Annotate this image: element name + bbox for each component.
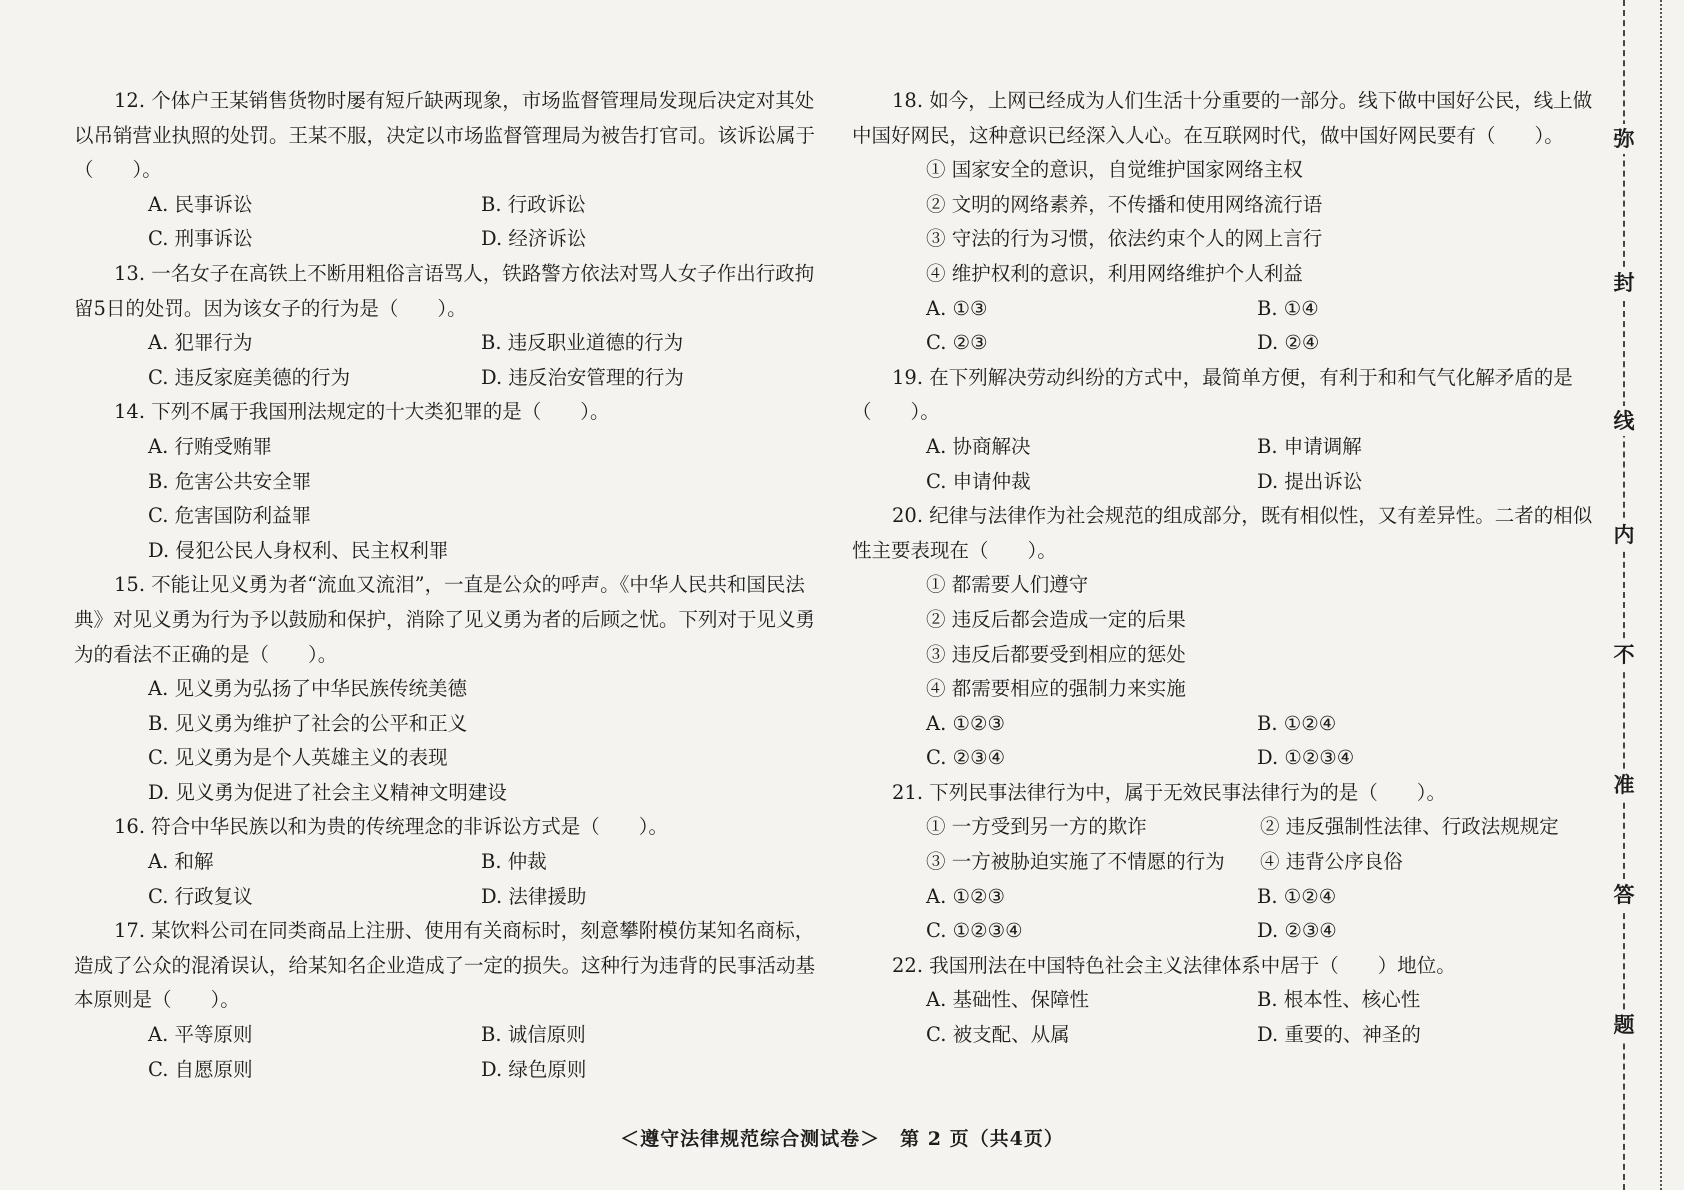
question-text: 12. 个体户王某销售货物时屡有短斤缺两现象，市场监督管理局发现后决定对其处 [114, 89, 815, 112]
statement-1: ① 国家安全的意识，自觉维护国家网络主权 [926, 158, 1303, 182]
question-text: 留5日的处罚。因为该女子的行为是（ ）。 [74, 296, 467, 320]
question-text: （ ）。 [74, 158, 162, 182]
question-15 [74, 568, 814, 810]
question-text: 14. 下列不属于我国刑法规定的十大类犯罪的是（ ）。 [114, 400, 610, 424]
statement-4: ④ 违背公序良俗 [1260, 850, 1403, 874]
option-b: B. ①④ [1257, 296, 1319, 320]
question-21 [852, 776, 1588, 949]
option-d: D. 见义勇为促进了社会主义精神文明建设 [148, 780, 507, 804]
question-text: 21. 下列民事法律行为中，属于无效民事法律行为的是（ ）。 [892, 780, 1446, 804]
statement-1: ① 一方受到另一方的欺诈 [926, 815, 1147, 839]
statement-2: ② 违反强制性法律、行政法规规定 [1260, 815, 1559, 839]
option-a: A. ①②③ [926, 711, 1005, 735]
option-d: D. ②④ [1257, 331, 1320, 355]
option-a: A. 见义勇为弘扬了中华民族传统美德 [148, 677, 467, 701]
question-text: 为的看法不正确的是（ ）。 [74, 642, 338, 666]
question-13 [74, 257, 814, 395]
option-a: A. 协商解决 [926, 434, 1031, 458]
options-row [852, 292, 1588, 327]
question-text: 16. 符合中华民族以和为贵的传统理念的非诉讼方式是（ ）。 [114, 815, 668, 839]
options-row [852, 914, 1588, 949]
option-c: C. 自愿原则 [148, 1057, 253, 1081]
binding-char: 封 [1609, 268, 1639, 298]
option-c: C. 见义勇为是个人英雄主义的表现 [148, 746, 448, 770]
option-a: A. 民事诉讼 [148, 192, 253, 216]
option-b: B. 申请调解 [1257, 434, 1362, 458]
question-18 [852, 84, 1593, 361]
option-a: A. ①③ [926, 296, 988, 320]
options-row [852, 326, 1588, 361]
question-14 [74, 395, 814, 568]
option-b: B. 仲裁 [481, 850, 547, 874]
options-row [852, 707, 1588, 742]
options-row [74, 326, 814, 361]
option-d: D. 法律援助 [481, 884, 587, 908]
option-d: D. 侵犯公民人身权利、民主权利罪 [148, 538, 449, 562]
question-text: 15. 不能让见义勇为者“流血又流泪”，一直是公众的呼声。《中华人民共和国民法 [114, 573, 805, 597]
statement-3: ③ 一方被胁迫实施了不情愿的行为 [926, 850, 1225, 874]
option-b: B. 行政诉讼 [481, 192, 586, 216]
option-a: A. 基础性、保障性 [926, 988, 1089, 1012]
statement-1: ① 都需要人们遵守 [926, 573, 1089, 597]
question-12 [74, 84, 814, 257]
statement-3: ③ 守法的行为习惯，依法约束个人的网上言行 [926, 227, 1323, 251]
question-text: 19. 在下列解决劳动纠纷的方式中，最简单方便，有利于和和气气化解矛盾的是 [892, 365, 1573, 389]
option-c: C. 违反家庭美德的行为 [148, 365, 351, 389]
tear-line [1660, 0, 1662, 1190]
binding-char: 题 [1609, 1010, 1639, 1040]
option-c: C. 危害国防利益罪 [148, 504, 312, 528]
option-d: D. 绿色原则 [481, 1057, 587, 1081]
statement-3: ③ 违反后都要受到相应的惩处 [926, 642, 1186, 666]
option-b: B. 诚信原则 [481, 1023, 586, 1047]
option-d: D. 重要的、神圣的 [1257, 1023, 1421, 1047]
question-text: （ ）。 [852, 400, 940, 424]
statement-4: ④ 维护权利的意识，利用网络维护个人利益 [926, 261, 1303, 285]
option-d: D. 经济诉讼 [481, 227, 587, 251]
statement-2: ② 文明的网络素养，不传播和使用网络流行语 [926, 192, 1323, 216]
options-row [74, 1018, 814, 1053]
option-a: A. ①②③ [926, 884, 1005, 908]
page-footer: ＜遵守法律规范综合测试卷＞ 第 2 页（共4页） [620, 1128, 1064, 1150]
question-22 [852, 949, 1588, 1053]
left-column [74, 84, 814, 1087]
question-16 [74, 810, 814, 914]
option-b: B. 危害公共安全罪 [148, 469, 312, 493]
options-row [852, 1018, 1588, 1053]
options-row [852, 880, 1588, 915]
option-c: C. 刑事诉讼 [148, 227, 253, 251]
question-text: 造成了公众的混淆误认，给某知名企业造成了一定的损失。这种行为违背的民事活动基 [74, 953, 816, 977]
statement-2: ② 违反后都会造成一定的后果 [926, 607, 1186, 631]
option-b: B. ①②④ [1257, 884, 1337, 908]
binding-char: 准 [1609, 770, 1639, 800]
options-row [74, 361, 814, 396]
options-row [74, 188, 814, 223]
options-row [74, 222, 814, 257]
binding-char: 答 [1609, 880, 1639, 910]
option-c: C. 被支配、从属 [926, 1023, 1070, 1047]
statements-row [852, 845, 1588, 880]
binding-char: 不 [1609, 640, 1639, 670]
question-text: 本原则是（ ）。 [74, 988, 240, 1012]
question-text: 以吊销营业执照的处罚。王某不服，决定以市场监督管理局为被告打官司。该诉讼属于 [74, 123, 816, 147]
option-a: A. 犯罪行为 [148, 331, 253, 355]
statement-4: ④ 都需要相应的强制力来实施 [926, 677, 1186, 701]
option-a: A. 和解 [148, 850, 214, 874]
question-text: 中国好网民，这种意识已经深入人心。在互联网时代，做中国好网民要有（ ）。 [852, 123, 1564, 147]
binding-char: 内 [1609, 520, 1639, 550]
binding-char: 弥 [1609, 124, 1639, 154]
option-b: B. 根本性、核心性 [1257, 988, 1421, 1012]
question-text: 22. 我国刑法在中国特色社会主义法律体系中居于（ ）地位。 [892, 953, 1456, 977]
question-text: 13. 一名女子在高铁上不断用粗俗言语骂人，铁路警方依法对骂人女子作出行政拘 [114, 261, 815, 285]
option-d: D. ①②③④ [1257, 746, 1355, 770]
option-d: D. 违反治安管理的行为 [481, 365, 684, 389]
option-d: D. ②③④ [1257, 919, 1337, 943]
option-b: B. 违反职业道德的行为 [481, 331, 684, 355]
option-c: C. ②③④ [926, 746, 1006, 770]
question-text: 性主要表现在（ ）。 [852, 538, 1057, 562]
option-d: D. 提出诉讼 [1257, 469, 1363, 493]
options-row [74, 845, 814, 880]
option-b: B. 见义勇为维护了社会的公平和正义 [148, 711, 468, 735]
option-c: C. ①②③④ [926, 919, 1023, 943]
question-text: 典》对见义勇为行为予以鼓励和保护，消除了见义勇为者的后顾之忧。下列对于见义勇 [74, 607, 816, 631]
options-row [852, 983, 1588, 1018]
question-text: 17. 某饮料公司在同类商品上注册、使用有关商标时，刻意攀附模仿某知名商标， [114, 919, 815, 943]
options-row [852, 465, 1588, 500]
binding-margin [1608, 0, 1668, 1190]
options-row [852, 430, 1588, 465]
question-20 [852, 499, 1593, 776]
question-text: 20. 纪律与法律作为社会规范的组成部分，既有相似性，又有差异性。二者的相似 [892, 504, 1593, 528]
options-row [74, 880, 814, 915]
question-17 [74, 914, 814, 1087]
options-row [852, 741, 1588, 776]
statements-row [852, 810, 1588, 845]
option-c: C. 申请仲裁 [926, 469, 1031, 493]
option-c: C. 行政复议 [148, 884, 253, 908]
question-19 [852, 361, 1588, 499]
question-text: 18. 如今，上网已经成为人们生活十分重要的一部分。线下做中国好公民，线上做 [892, 89, 1593, 112]
options-row [74, 1053, 814, 1088]
right-column [852, 84, 1593, 1053]
option-a: A. 行贿受贿罪 [148, 434, 272, 458]
option-a: A. 平等原则 [148, 1023, 253, 1047]
binding-char: 线 [1609, 406, 1639, 436]
option-c: C. ②③ [926, 331, 988, 355]
option-b: B. ①②④ [1257, 711, 1337, 735]
